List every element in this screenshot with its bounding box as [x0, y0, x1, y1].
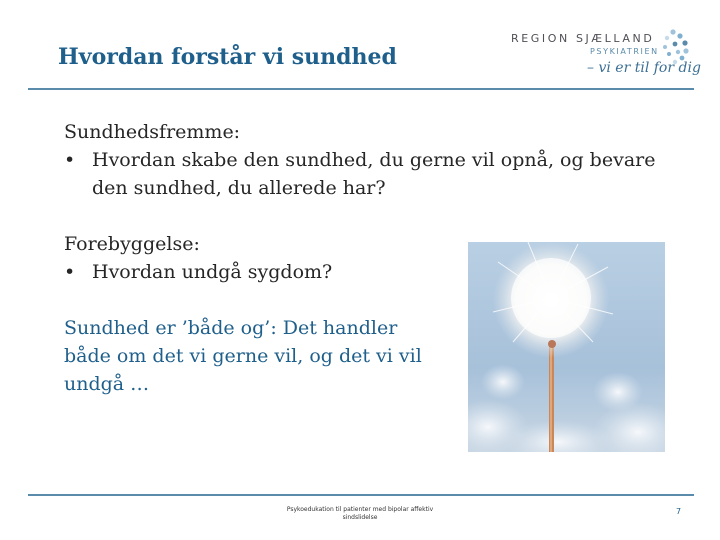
slide-title: Hvordan forstår vi sundhed	[58, 44, 397, 70]
bullet-text: Hvordan undgå sygdom?	[92, 261, 333, 283]
bullet-item	[64, 146, 664, 202]
footer-divider	[28, 494, 694, 496]
title-divider	[28, 88, 694, 90]
section-heading: Sundhedsfremme:	[64, 121, 241, 143]
bullet-mark: •	[64, 149, 76, 171]
logo-sub: PSYKIATRIEN	[590, 47, 659, 56]
logo-name: REGION SJÆLLAND	[511, 32, 655, 45]
region-logo	[505, 26, 701, 88]
section-health-promotion	[64, 118, 664, 202]
cotton-grass-image	[468, 242, 665, 452]
highlight-text: Sundhed er ’både og’: Det handler både om det vi gerne vil, og det vi vil undgå …	[64, 317, 422, 395]
footer-text: Psykoedukation til patienter med bipolar affektiv sindslidelse	[286, 506, 434, 521]
cotton-grass-photo	[468, 242, 665, 452]
page-number: 7	[676, 507, 682, 516]
bullet-mark: •	[64, 261, 76, 283]
logo-tagline: – vi er til for dig	[587, 60, 701, 76]
section-heading: Forebyggelse:	[64, 233, 200, 255]
bullet-text: Hvordan skabe den sundhed, du gerne vil opnå, og bevare den sundhed, du allerede har?	[92, 149, 656, 199]
